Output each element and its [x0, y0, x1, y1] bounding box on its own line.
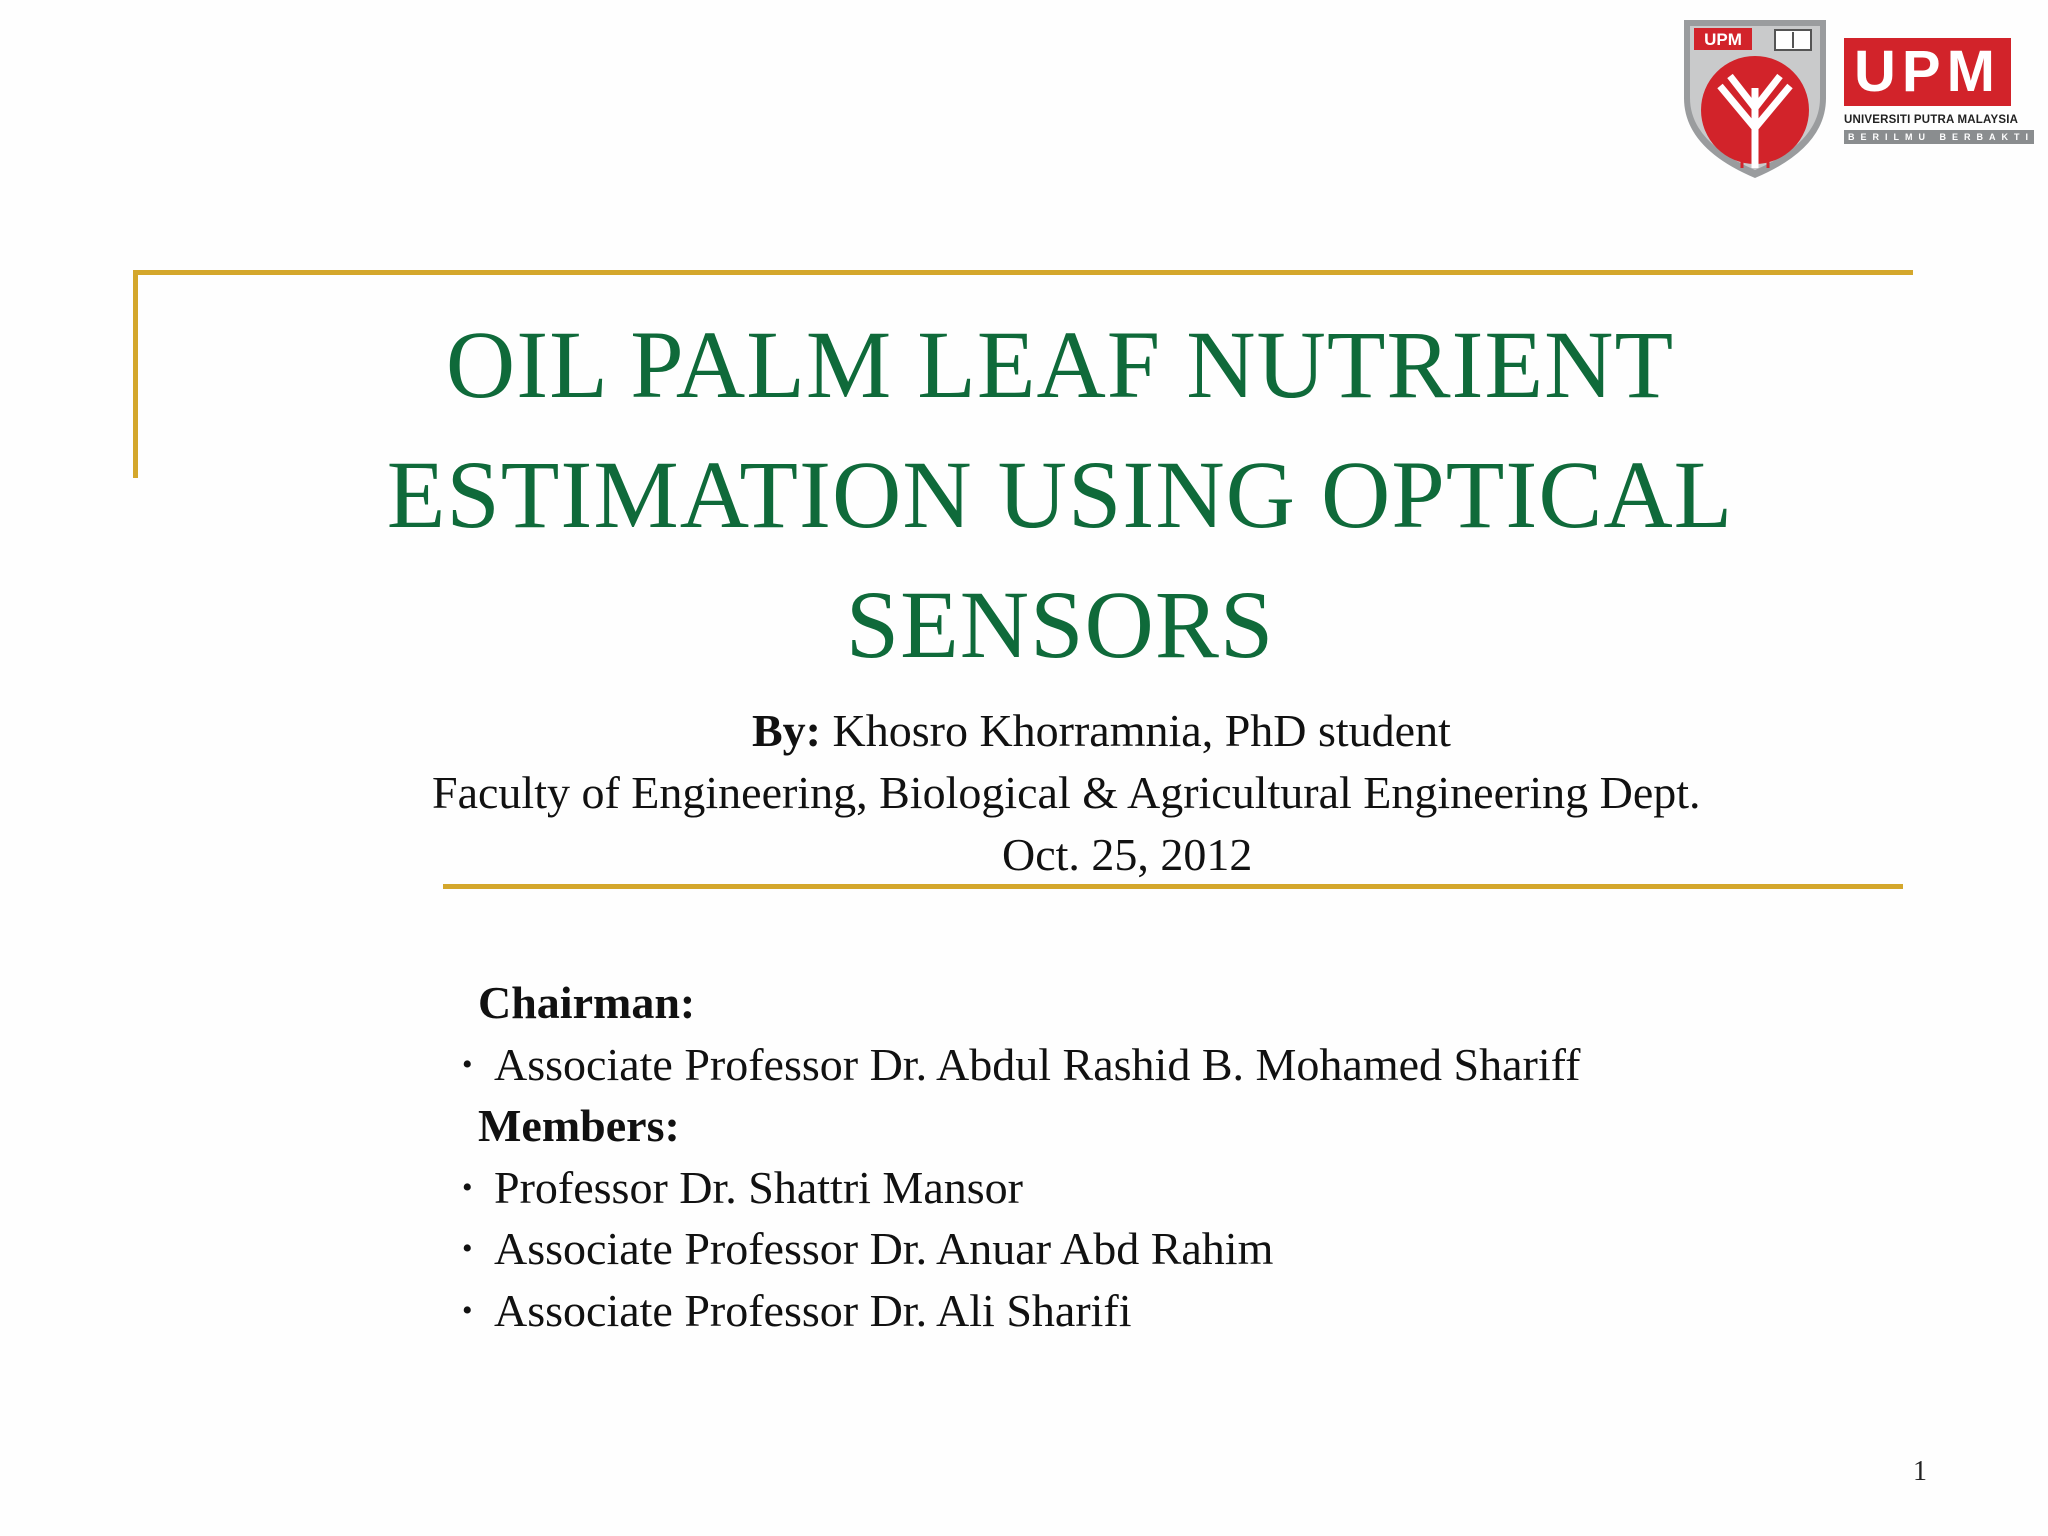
committee [462, 972, 1962, 1341]
chairman-heading: Chairman: [478, 977, 696, 1028]
title-line-3: SENSORS [845, 571, 1275, 678]
title-left-rule [133, 270, 138, 478]
bullet: • [462, 1232, 473, 1265]
list-item [462, 1218, 1962, 1280]
member-name: Professor Dr. Shattri Mansor [494, 1161, 1023, 1213]
list-item [462, 1157, 1962, 1219]
shield-label: UPM [1704, 30, 1742, 49]
faculty-line: Faculty of Engineering, Biological & Agricultural Engineering Dept. [432, 767, 1701, 818]
bullet: • [462, 1293, 473, 1327]
author-name: Khosro Khorramnia, PhD student [821, 705, 1451, 756]
slide-title [260, 300, 1860, 690]
upm-shield-icon [1680, 18, 1830, 180]
bullet: • [462, 1047, 473, 1081]
university-name: UNIVERSITI PUTRA MALAYSIA [1844, 114, 2019, 126]
title-top-rule [133, 270, 1913, 275]
byline-bottom-rule [443, 884, 1903, 889]
list-item [462, 1280, 1962, 1342]
page-number: 1 [1913, 1456, 1927, 1487]
author-line [300, 700, 1980, 762]
by-label: By: [752, 705, 821, 756]
chairman-name: Associate Professor Dr. Abdul Rashid B. Mohamed Shariff [494, 1038, 1581, 1090]
list-item [462, 1034, 1962, 1096]
date-line: Oct. 25, 2012 [1002, 829, 1253, 880]
title-line-2: ESTIMATION USING OPTICAL [386, 441, 1734, 548]
member-name: Associate Professor Dr. Anuar Abd Rahim [494, 1223, 1274, 1274]
title-line-1: OIL PALM LEAF NUTRIENT [445, 311, 1675, 418]
member-name: Associate Professor Dr. Ali Sharifi [494, 1284, 1132, 1336]
bullet: • [462, 1170, 473, 1204]
university-motto: BERILMU BERBAKTI [1844, 130, 2034, 144]
members-heading: Members: [478, 1100, 680, 1151]
byline [300, 700, 1980, 886]
upm-logo [1680, 18, 2040, 180]
upm-wordmark: UPM [1844, 38, 2011, 106]
upm-logo-text [1844, 38, 2040, 144]
